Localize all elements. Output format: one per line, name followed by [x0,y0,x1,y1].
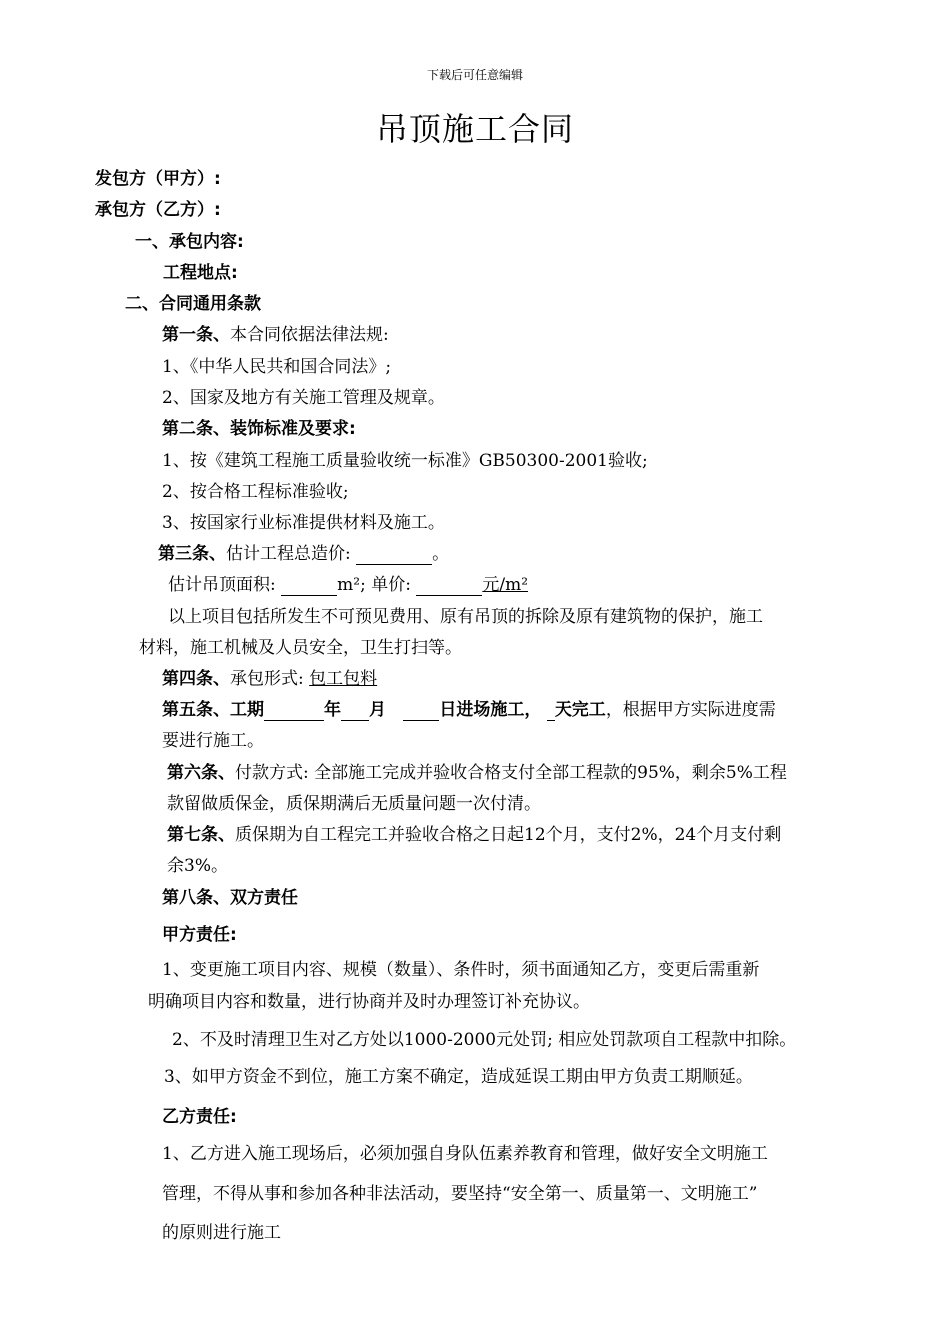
party-b-label: 承包方（乙方）: [95,200,221,220]
party-a-responsibility: 甲方责任: [162,925,237,945]
article-1-head: 第一条、 [162,325,230,345]
b-resp-1-line-3: 的原则进行施工 [162,1223,281,1243]
area-line [168,574,528,596]
area-blank [281,577,337,596]
article-6-head: 第六条、 [167,763,235,783]
article-1-item-1: 1、《中华人民共和国合同法》; [162,357,392,377]
year-blank [264,702,324,721]
article-4-value: 包工包料 [309,669,378,689]
article-2-item-1: 1、按《建筑工程施工质量验收统一标准》GB50300-2001验收; [162,451,648,471]
article-1-text: 本合同依据法律法规: [230,325,389,345]
section-1-heading: 一、承包内容: [135,232,244,252]
article-1-item-2: 2、国家及地方有关施工管理及规章。 [162,388,445,408]
article-2-item-3: 3、按国家行业标准提供材料及施工。 [162,513,445,533]
article-3-head: 第三条、 [158,544,226,564]
article-6-line-2: 款留做质保金，质保期满后无质量问题一次付清。 [167,794,541,814]
article-3 [158,543,449,565]
page-header: 下载后可任意编辑 [426,68,523,82]
article-4-head: 第四条、 [162,669,230,689]
article-3-text: 估计工程总造价: [226,544,351,564]
a-resp-1-line-1: 1、变更施工项目内容、规模（数量）、条件时，须书面通知乙方，变更后需重新 [162,960,760,980]
a-resp-1-line-2: 明确项目内容和数量，进行协商并及时办理签订补充协议。 [148,992,590,1012]
article-7-line-2: 余3%。 [167,856,228,876]
b-resp-1-line-2: 管理，不得从事和参加各种非法活动，要坚持“安全第一、质量第一、文明施工” [162,1184,758,1204]
article-3-end: 。 [432,544,450,564]
price-unit: 元/m² [482,575,529,595]
note-line-2: 材料，施工机械及人员安全，卫生打扫等。 [139,638,462,658]
total-price-blank [356,546,432,565]
party-a-label: 发包方（甲方）: [95,169,221,189]
note-line-1: 以上项目包括所发生不可预见费用、原有吊顶的拆除及原有建筑物的保护，施工 [168,607,763,627]
article-5-tail: ，根据甲方实际进度需 [605,700,776,720]
b-resp-1-line-1: 1、乙方进入施工现场后，必须加强自身队伍素养教育和管理，做好安全文明施工 [162,1144,768,1164]
article-2-head: 第二条、装饰标准及要求: [162,419,356,439]
article-1 [162,324,389,346]
day-blank [403,702,439,721]
document-title: 吊顶施工合同 [375,110,574,148]
article-7-head: 第七条、 [167,825,235,845]
article-7-line-1: 质保期为自工程完工并验收合格之日起12个月，支付2%，24个月支付剩 [235,825,782,845]
days-blank [547,702,555,721]
article-5-done: 天完工 [554,700,606,720]
article-5-year: 年 [324,700,341,720]
party-b-responsibility: 乙方责任: [162,1107,237,1127]
area-unit: m²; 单价: [337,575,411,595]
article-5-line-2: 要进行施工。 [162,731,264,751]
article-6-line-1: 付款方式: 全部施工完成并验收合格支付全部工程款的95%，剩余5%工程 [235,763,787,783]
article-7 [167,824,781,846]
article-5-head: 第五条、工期 [162,700,264,720]
location-label: 工程地点: [163,263,238,283]
area-label: 估计吊顶面积: [168,575,276,595]
article-4 [162,668,377,690]
article-4-text: 承包形式: [230,669,304,689]
section-2-heading: 二、合同通用条款 [125,294,261,314]
month-blank [341,702,369,721]
article-5 [162,699,776,721]
a-resp-3: 3、如甲方资金不到位，施工方案不确定，造成延误工期由甲方负责工期顺延。 [164,1067,753,1087]
article-5-day: 日进场施工， [439,700,542,720]
article-8-head: 第八条、双方责任 [162,888,298,908]
article-6 [167,762,787,784]
article-2-item-2: 2、按合格工程标准验收; [162,482,349,502]
unit-price-blank [416,577,482,596]
article-5-month: 月 [369,700,386,720]
a-resp-2: 2、不及时清理卫生对乙方处以1000-2000元处罚; 相应处罚款项自工程款中扣除。 [172,1030,797,1050]
